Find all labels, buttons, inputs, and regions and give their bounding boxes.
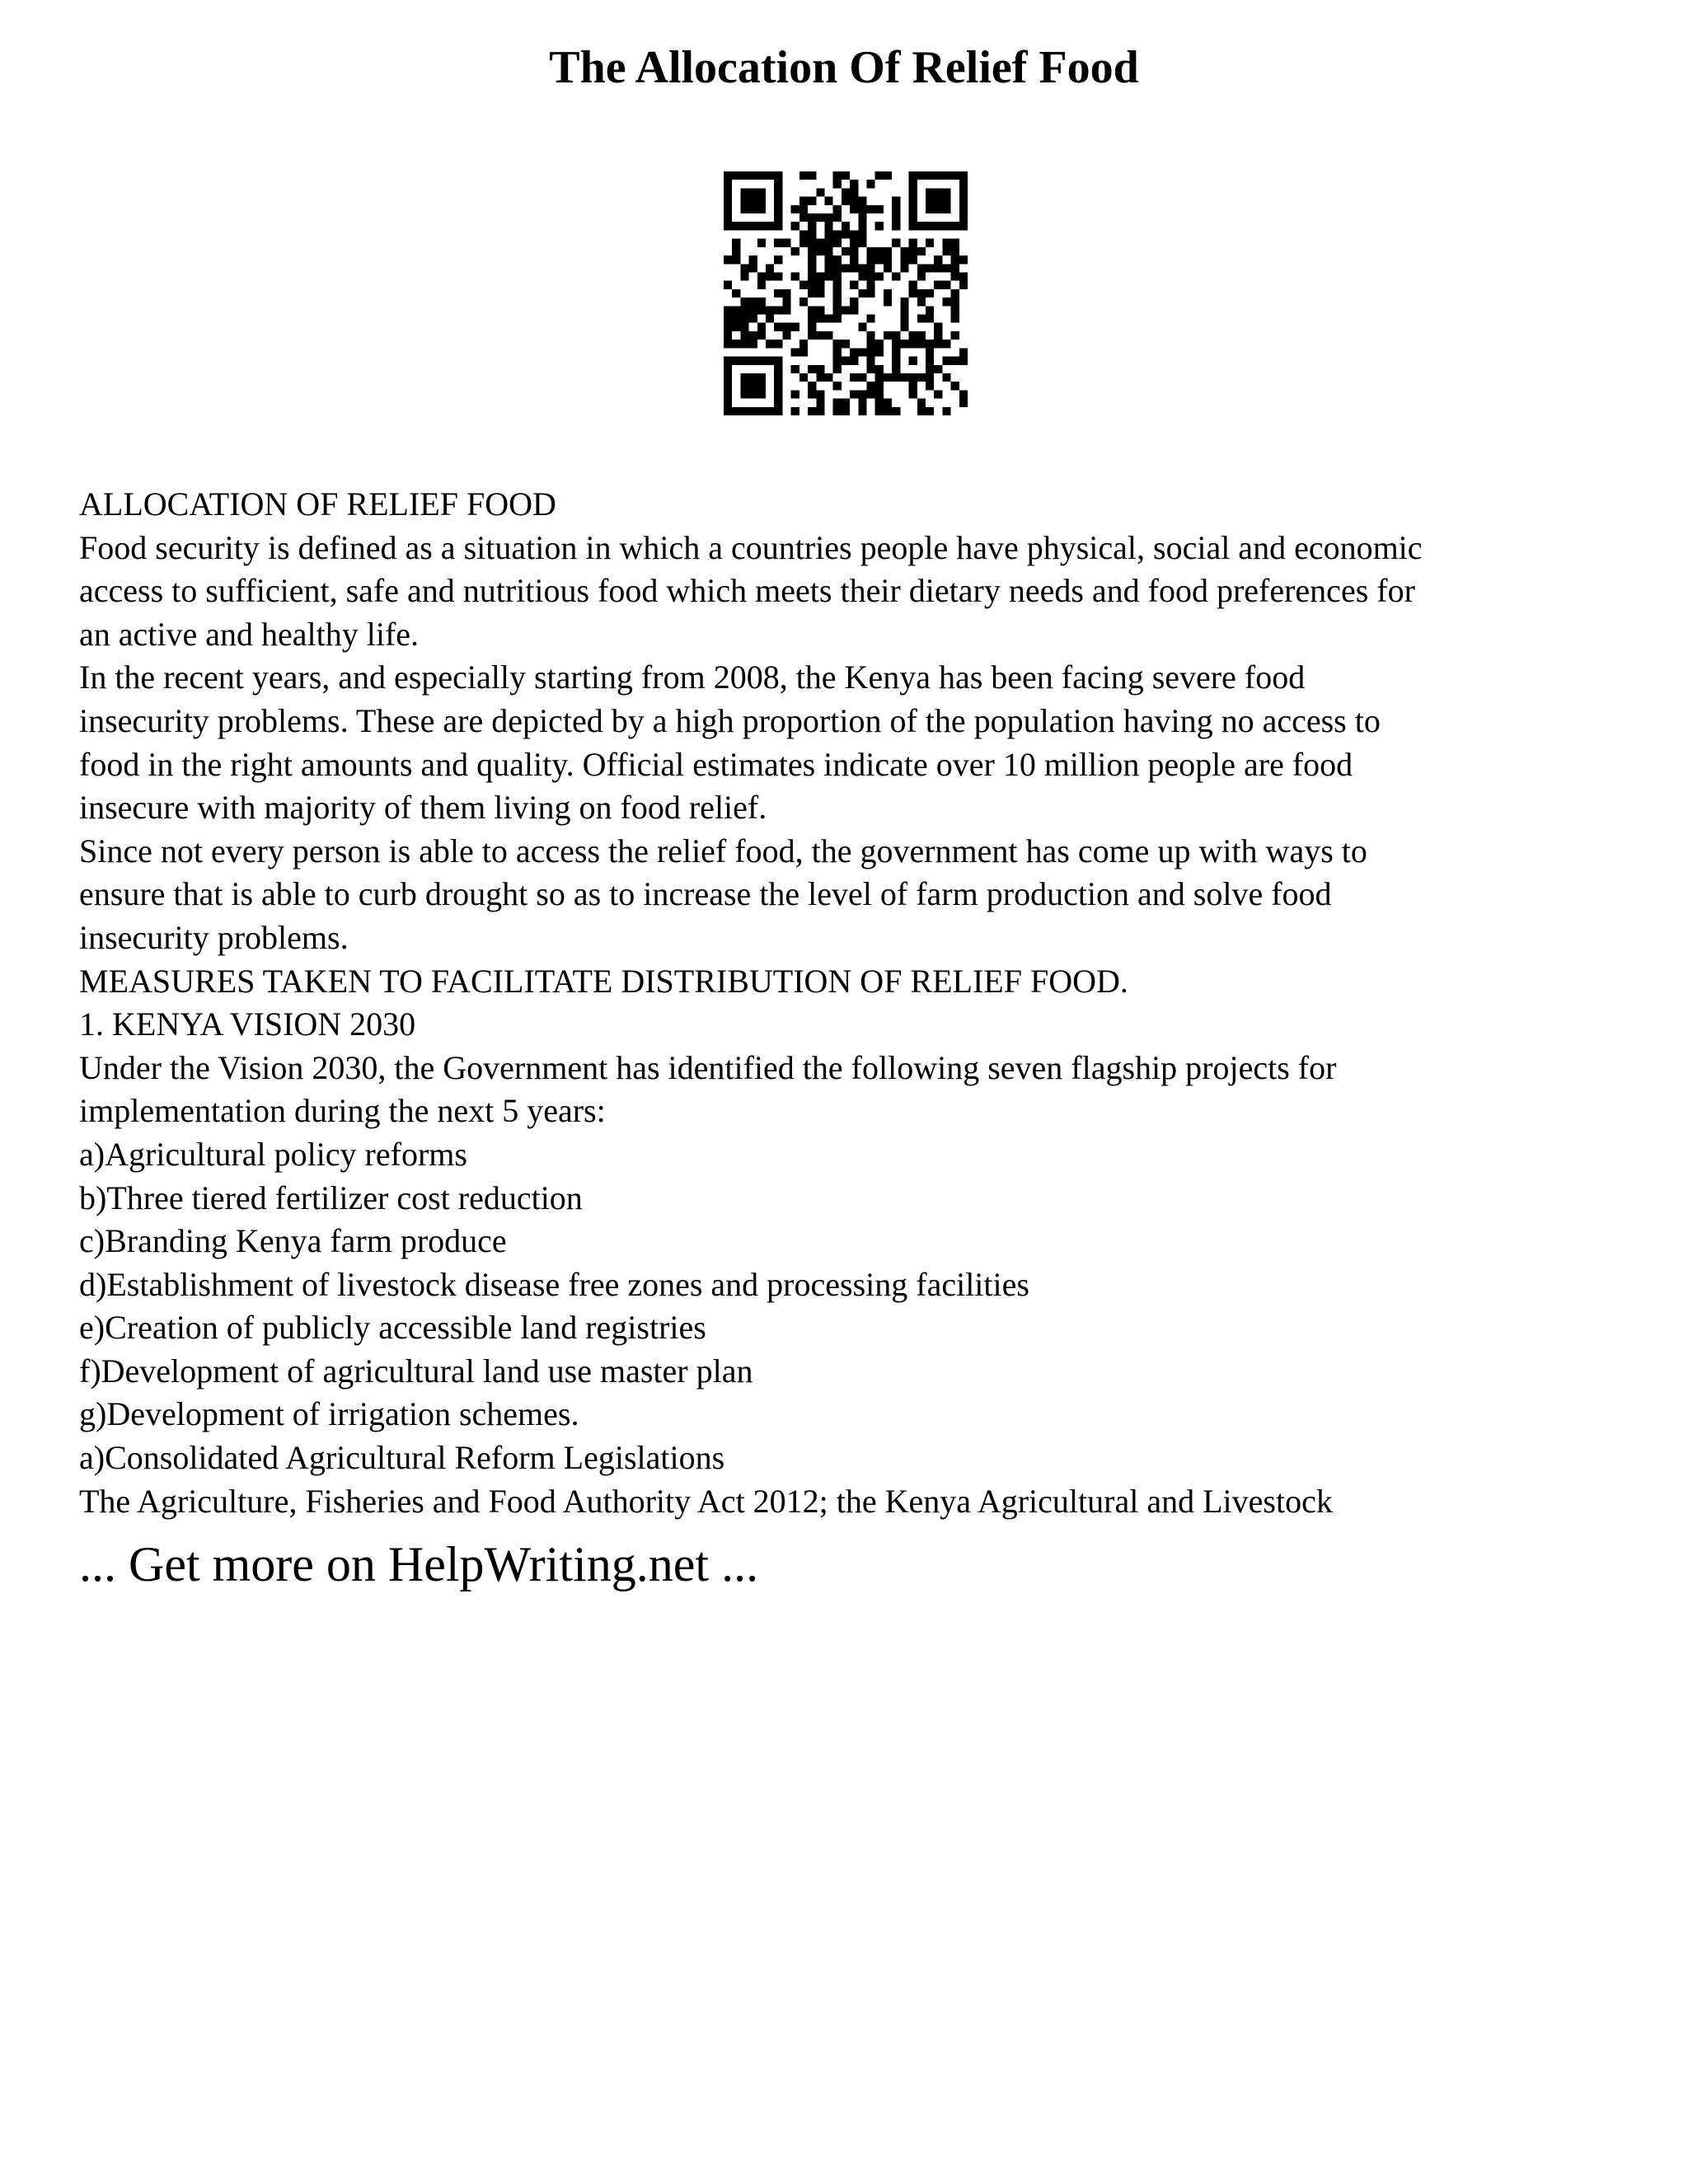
list-item: a)Agricultural policy reforms xyxy=(79,1135,467,1173)
body-line: In the recent years, and especially starting from 2008, the Kenya has been facing severe food xyxy=(79,658,1306,696)
body-line: Under the Vision 2030, the Government has identified the following seven flagship projects for xyxy=(79,1048,1337,1086)
section-heading: 1. KENYA VISION 2030 xyxy=(79,1005,416,1043)
list-item: c)Branding Kenya farm produce xyxy=(79,1222,507,1260)
article-body xyxy=(79,483,1629,1523)
body-line: insecurity problems. These are depicted by a high proportion of the population having no access to xyxy=(79,701,1381,739)
body-line: The Agriculture, Fisheries and Food Authority Act 2012; the Kenya Agricultural and Livestock xyxy=(79,1482,1333,1520)
body-line: Food security is defined as a situation in which a countries people have physical, social and economic xyxy=(79,528,1423,566)
body-line: insecure with majority of them living on food relief. xyxy=(79,789,767,827)
body-line: Since not every person is able to access the relief food, the government has come up with ways to xyxy=(79,832,1367,869)
list-item: a)Consolidated Agricultural Reform Legislations xyxy=(79,1439,725,1477)
body-line: implementation during the next 5 years: xyxy=(79,1092,606,1130)
body-line: ensure that is able to curb drought so as to increase the level of farm production and solve food xyxy=(79,875,1332,913)
section-heading: ALLOCATION OF RELIEF FOOD xyxy=(79,485,556,523)
body-line: insecurity problems. xyxy=(79,918,349,956)
list-item: g)Development of irrigation schemes. xyxy=(79,1395,579,1433)
get-more-link[interactable]: ... Get more on HelpWriting.net ... xyxy=(79,1537,759,1591)
list-item: d)Establishment of livestock disease free zones and processing facilities xyxy=(79,1265,1029,1303)
section-heading: MEASURES TAKEN TO FACILITATE DISTRIBUTION OF RELIEF FOOD. xyxy=(79,962,1128,1000)
list-item: f)Development of agricultural land use master plan xyxy=(79,1352,753,1390)
body-line: access to sufficient, safe and nutritious food which meets their dietary needs and food preferences for xyxy=(79,572,1415,610)
list-item: b)Three tiered fertilizer cost reduction xyxy=(79,1179,583,1216)
body-line: an active and healthy life. xyxy=(79,615,420,653)
page-title: The Allocation Of Relief Food xyxy=(549,42,1139,93)
body-line: food in the right amounts and quality. Official estimates indicate over 10 million people are food xyxy=(79,745,1353,783)
qr-code-icon xyxy=(724,171,968,415)
list-item: e)Creation of publicly accessible land registries xyxy=(79,1309,706,1347)
